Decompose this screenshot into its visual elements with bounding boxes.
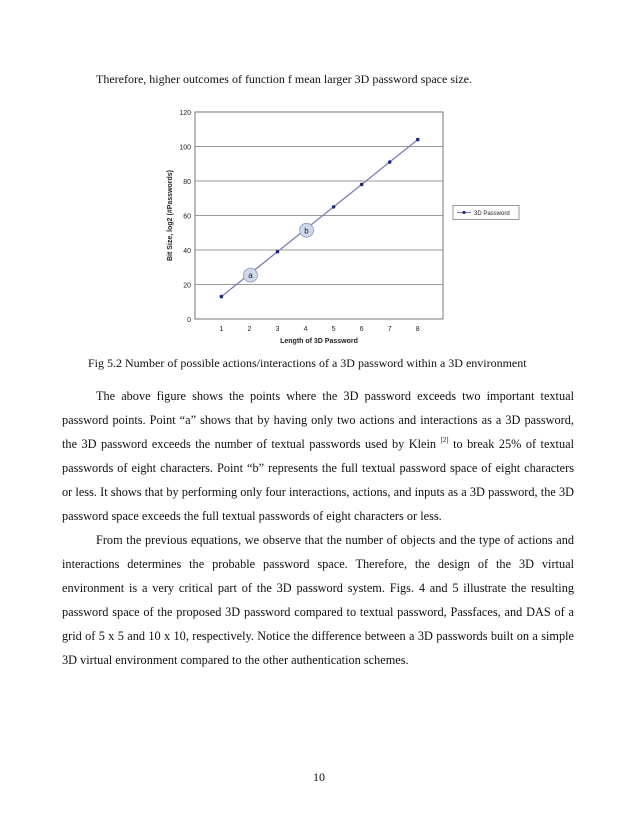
x-tick-label: 3 [275,326,280,333]
page-number: 10 [313,770,325,784]
y-tick-label: 0 [187,317,191,324]
paragraph-text: The above figure shows the points where the 3D password exceeds two important textual password points. Point “a” shows that by having only two actions and interactions as a 3D password, the 3D password exceeds the number of textual passwords used by Klein [62,389,574,451]
x-tick-label: 5 [331,326,336,333]
y-tick-label: 40 [183,248,191,255]
y-tick-label: 120 [179,110,191,117]
x-tick-label: 2 [247,326,252,333]
data-point [332,205,336,209]
data-point [388,160,392,164]
paragraph-figure-explanation [62,384,574,528]
y-tick-label: 80 [183,179,191,186]
figure-caption: Fig 5.2 Number of possible actions/interactions of a 3D password within a 3D environment [88,356,527,370]
paragraph-text: to break 25% of textual passwords of eight characters. Point “b” represents the full textual password space of eight characters or less. It shows that by performing only four interactions, actions, and inputs as a 3D password, the 3D password space exceeds the full textual passwords of eight characters or less. [62,437,574,523]
x-tick-label: 1 [219,326,224,333]
x-tick-label: 8 [415,326,420,333]
data-point [276,250,280,254]
x-tick-label: 4 [303,326,308,333]
y-axis-label: Bit Size, log2 (#Passwords) [167,169,174,262]
data-point [360,183,364,187]
annotation-label: a [248,271,253,281]
legend-marker [462,211,465,214]
x-tick-label: 6 [359,326,364,333]
legend-label: 3D Password [474,211,510,217]
password-space-chart [160,103,523,347]
y-tick-label: 100 [179,144,191,152]
annotation-label: b [304,226,309,236]
x-axis-label: Length of 3D Password [280,338,358,345]
data-point [220,295,224,299]
citation-ref: [2] [440,436,449,444]
data-point [416,138,420,142]
y-tick-label: 20 [183,282,191,290]
y-tick-label: 60 [183,213,191,221]
x-tick-label: 7 [387,326,392,333]
intro-sentence: Therefore, higher outcomes of function f mean larger 3D password space size. [96,72,472,86]
paragraph-password-space: From the previous equations, we observe that the number of objects and the type of actions and interactions determines the probable password space. Therefore, the design of the 3D virtual environment is a very critical part of the 3D password system. Figs. 4 and 5 illustrate the resulting password space of the proposed 3D password compared to textual password, Passfaces, and DAS of a grid of 5 x 5 and 10 x 10, respectively. Notice the difference between a 3D passwords built on a simple 3D virtual environment compared to the other authentication schemes. [62,533,574,667]
